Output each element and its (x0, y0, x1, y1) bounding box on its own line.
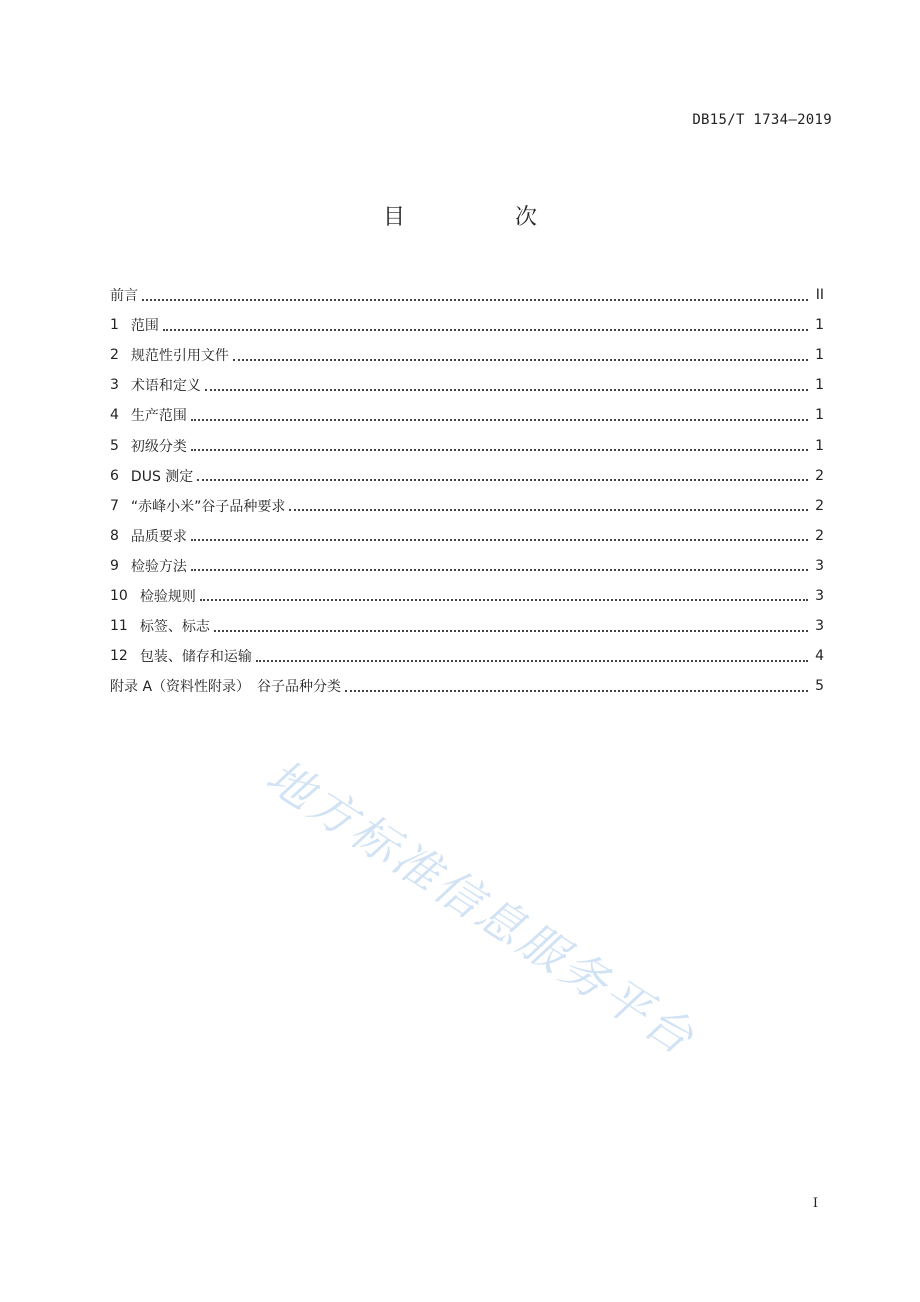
toc-item-label: 范围 (130, 318, 159, 335)
toc-item-label: 规范性引用文件 (130, 348, 229, 365)
toc-leader-dots (191, 568, 808, 571)
toc-leader-dots (256, 659, 808, 662)
toc-item-label: 品质要求 (130, 528, 187, 545)
toc-item-number: 4 (110, 407, 119, 424)
watermark: 地方标准信息服务平台 (256, 748, 706, 1067)
document-code: DB15/T 1734—2019 (692, 112, 832, 128)
toc-item-page: 5 (815, 678, 824, 695)
toc-item-label: “赤峰小米”谷子品种要求 (130, 498, 286, 515)
toc-item-page: 3 (815, 557, 824, 574)
toc-item-quality-requirements[interactable] (110, 521, 824, 551)
toc-item-production-area[interactable] (110, 400, 824, 430)
toc-item-page: 2 (815, 527, 824, 544)
toc-leader-dots (197, 478, 808, 481)
toc-leader-dots (345, 689, 808, 692)
toc-item-label: 初级分类 (130, 438, 187, 455)
toc-leader-dots (142, 298, 808, 301)
toc-item-label: 附录 A（资料性附录） 谷子品种分类 (110, 679, 342, 696)
toc-leader-dots (214, 629, 808, 632)
toc-item-page: 1 (815, 377, 824, 394)
toc-item-page: 1 (815, 437, 824, 454)
toc-item-foreword[interactable] (110, 280, 824, 310)
toc-item-number: 1 (110, 317, 119, 334)
toc-item-label: 生产范围 (130, 408, 187, 425)
toc-item-terms-definitions[interactable] (110, 370, 824, 400)
table-of-contents (110, 280, 824, 701)
toc-item-label: 检验方法 (130, 558, 187, 575)
toc-item-label: 标签、标志 (139, 619, 210, 636)
toc-item-number: 12 (110, 648, 128, 665)
toc-item-label: DUS 测定 (130, 468, 194, 485)
toc-item-page: 2 (815, 467, 824, 484)
toc-leader-dots (289, 508, 808, 511)
toc-item-primary-classification[interactable] (110, 430, 824, 460)
toc-item-label: 检验规则 (139, 588, 196, 605)
toc-item-scope[interactable] (110, 310, 824, 340)
toc-item-number: 7 (110, 497, 119, 514)
toc-item-packaging-storage-transport[interactable] (110, 641, 824, 671)
toc-item-page: 3 (815, 587, 824, 604)
toc-leader-dots (191, 448, 808, 451)
toc-leader-dots (200, 598, 808, 601)
toc-item-number: 10 (110, 587, 128, 604)
toc-item-label: 包装、储存和运输 (139, 649, 252, 666)
toc-item-page: 3 (815, 618, 824, 635)
toc-item-page: II (815, 287, 824, 304)
toc-item-number: 3 (110, 377, 119, 394)
toc-item-inspection-rules[interactable] (110, 581, 824, 611)
page-title: 目 次 (382, 205, 581, 230)
toc-item-page: 1 (815, 347, 824, 364)
toc-item-label: 前言 (110, 288, 138, 305)
toc-item-variety-requirements[interactable] (110, 491, 824, 521)
toc-item-number: 8 (110, 527, 119, 544)
toc-item-number: 9 (110, 557, 119, 574)
toc-leader-dots (191, 418, 808, 421)
toc-item-test-methods[interactable] (110, 551, 824, 581)
toc-item-normative-references[interactable] (110, 340, 824, 370)
toc-item-number: 6 (110, 467, 119, 484)
toc-item-number: 11 (110, 618, 128, 635)
toc-item-number: 2 (110, 347, 119, 364)
toc-item-number: 5 (110, 437, 119, 454)
page-number: I (812, 1196, 818, 1211)
toc-item-page: 4 (815, 648, 824, 665)
toc-item-appendix-a[interactable] (110, 671, 824, 701)
toc-item-page: 2 (815, 497, 824, 514)
toc-item-page: 1 (815, 317, 824, 334)
toc-item-label: 术语和定义 (130, 378, 201, 395)
toc-item-page: 1 (815, 407, 824, 424)
toc-item-labels-marks[interactable] (110, 611, 824, 641)
toc-leader-dots (233, 358, 808, 361)
toc-item-dus-testing[interactable] (110, 461, 824, 491)
toc-leader-dots (163, 328, 808, 331)
toc-leader-dots (205, 388, 808, 391)
toc-leader-dots (191, 538, 808, 541)
